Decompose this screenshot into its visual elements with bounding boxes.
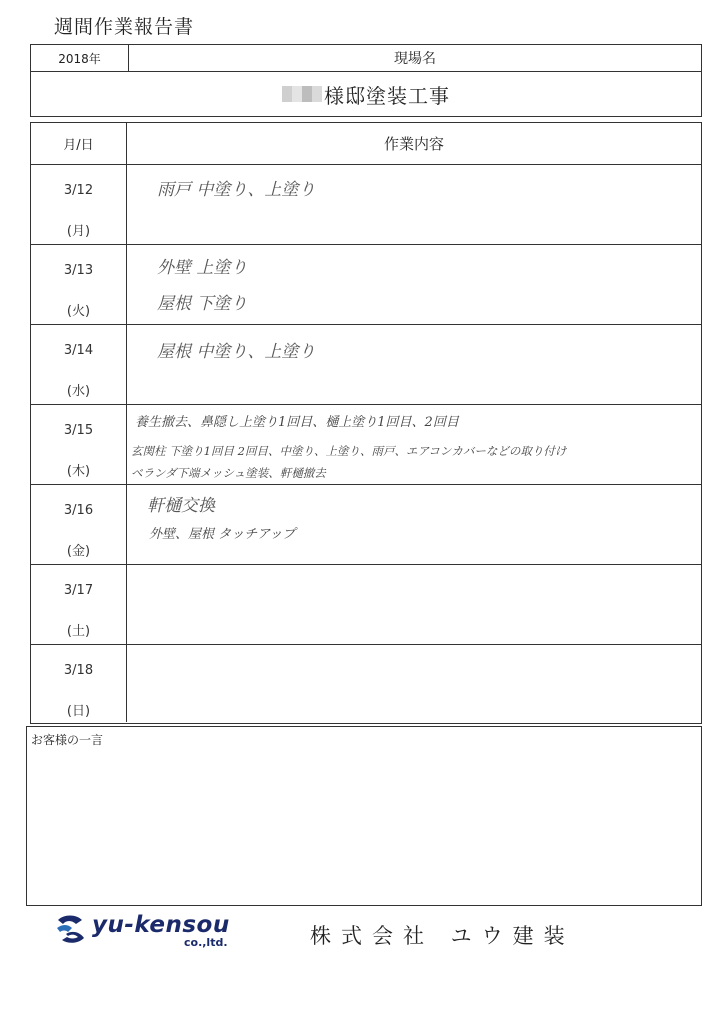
row-date: 3/16 bbox=[63, 503, 94, 518]
table-row bbox=[31, 565, 701, 645]
table-row bbox=[31, 405, 701, 485]
work-line: ベランダ下端メッシュ塗装、軒樋撤去 bbox=[131, 466, 326, 480]
table-row bbox=[31, 165, 701, 245]
row-weekday: (日) bbox=[66, 704, 91, 719]
date-cell bbox=[31, 485, 127, 564]
date-cell bbox=[31, 245, 127, 324]
work-line: 屋根 下塗り bbox=[157, 294, 248, 314]
work-cell bbox=[127, 485, 701, 564]
site-name-cell bbox=[31, 72, 701, 116]
yu-kensou-logo-mark-icon bbox=[54, 914, 88, 944]
logo-text: yu-kensou bbox=[92, 912, 230, 938]
date-cell bbox=[31, 325, 127, 404]
logo-subtext: co.,ltd. bbox=[184, 936, 228, 949]
row-date: 3/13 bbox=[63, 263, 94, 278]
company-footer bbox=[54, 912, 674, 956]
work-line: 屋根 中塗り、上塗り bbox=[157, 342, 316, 362]
work-table bbox=[30, 122, 702, 724]
date-cell bbox=[31, 565, 127, 644]
table-row bbox=[31, 645, 701, 722]
work-line: 軒樋交換 bbox=[147, 496, 215, 516]
customer-comment-label: お客様の一言 bbox=[31, 733, 104, 747]
table-row bbox=[31, 325, 701, 405]
table-row bbox=[31, 245, 701, 325]
document-title: 週間作業報告書 bbox=[54, 16, 195, 38]
work-column-header: 作業内容 bbox=[383, 135, 444, 153]
site-name: 様邸塗装工事 bbox=[324, 83, 450, 108]
date-cell bbox=[31, 165, 127, 244]
work-line: 外壁 上塗り bbox=[157, 258, 248, 278]
work-cell bbox=[127, 245, 701, 324]
table-row bbox=[31, 485, 701, 565]
customer-comment-box bbox=[26, 726, 702, 906]
date-cell bbox=[31, 405, 127, 484]
work-cell bbox=[127, 565, 701, 644]
work-cell bbox=[127, 325, 701, 404]
row-weekday: (土) bbox=[66, 624, 91, 639]
row-weekday: (金) bbox=[66, 544, 91, 559]
year-cell: 2018年 bbox=[31, 45, 129, 72]
work-cell bbox=[127, 165, 701, 244]
work-cell bbox=[127, 645, 701, 722]
row-date: 3/12 bbox=[63, 183, 94, 198]
date-cell bbox=[31, 645, 127, 722]
work-line: 玄関柱 下塗り1回目 2回目、中塗り、上塗り、雨戸、エアコンカバーなどの取り付け bbox=[131, 444, 567, 458]
row-date: 3/14 bbox=[63, 343, 94, 358]
company-name: 株式会社 ユウ建装 bbox=[310, 924, 575, 948]
work-line: 外壁、屋根 タッチアップ bbox=[149, 527, 296, 542]
row-date: 3/18 bbox=[63, 663, 94, 678]
date-column-header: 月/日 bbox=[31, 123, 127, 164]
table-header bbox=[31, 123, 701, 165]
site-header bbox=[30, 44, 702, 117]
redacted-name bbox=[282, 86, 322, 102]
row-date: 3/17 bbox=[63, 583, 94, 598]
row-weekday: (木) bbox=[66, 464, 91, 479]
work-cell bbox=[127, 405, 701, 484]
site-label: 現場名 bbox=[129, 45, 701, 72]
work-line: 雨戸 中塗り、上塗り bbox=[157, 180, 316, 200]
row-weekday: (火) bbox=[66, 304, 91, 319]
row-weekday: (水) bbox=[66, 384, 91, 399]
work-line: 養生撤去、鼻隠し上塗り1回目、樋上塗り1回目、2回目 bbox=[135, 415, 459, 430]
row-weekday: (月) bbox=[66, 224, 91, 239]
row-date: 3/15 bbox=[63, 423, 94, 438]
